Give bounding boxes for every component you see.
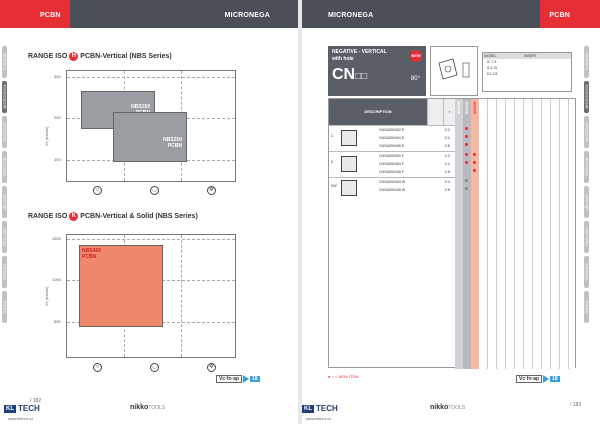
- legend: ● ○ = NEW ITEM: [328, 374, 359, 379]
- empty-grade-cols: [479, 99, 575, 369]
- codes: CNGA090404 W CNGA090408 W: [379, 180, 406, 192]
- side-tab[interactable]: NEGATIVE: [584, 116, 589, 148]
- dims-row: IC 7.9: [487, 60, 497, 64]
- y-tick: 100: [54, 157, 61, 162]
- chart-k: [66, 234, 236, 358]
- cutting-data-link[interactable]: [216, 375, 260, 383]
- header-right-label: PCBN: [549, 12, 570, 19]
- header-left-label: MICRONEGA: [328, 12, 374, 19]
- grid-line: [181, 235, 182, 357]
- radius: 0.2 0.4 0.8: [445, 128, 450, 148]
- box-name: NBS450: [82, 248, 101, 254]
- section-title-k: [28, 212, 198, 221]
- dims-row: D1 3.8: [487, 72, 498, 76]
- tech-text: TECH: [18, 404, 40, 413]
- section-prefix: RANGE ISO: [28, 213, 68, 220]
- iso-h-badge: H: [69, 52, 78, 61]
- cutting-data-link[interactable]: [516, 375, 560, 383]
- codes: CNGA090402 F CNGA090404 F CNGA090408 F: [379, 154, 404, 174]
- side-tab[interactable]: INDEX: [584, 291, 589, 323]
- formula-text: Vc·fn·ap: [216, 375, 242, 383]
- medium-speed-icon: ◡: [151, 187, 158, 193]
- side-tab-active[interactable]: MICRONEGA: [584, 81, 589, 113]
- side-tab[interactable]: POSITIVE: [2, 151, 7, 183]
- product-title-2: with hole: [332, 56, 354, 62]
- y-axis-label: Vc (m/min): [44, 126, 49, 146]
- insert-drawing: [430, 46, 478, 96]
- group-sw: SW CNGA090404 W CNGA090408 W 0.4 0.8: [329, 177, 455, 197]
- right-page: [302, 0, 600, 424]
- insert-diagram-icon: [431, 47, 477, 95]
- box-sub: PCBN: [167, 143, 182, 149]
- grade-col-nbs150: NBS150: [455, 99, 463, 369]
- side-tab[interactable]: SPECIAL: [584, 256, 589, 288]
- insert-icon: [341, 180, 357, 196]
- insert-icon: [341, 156, 357, 172]
- side-tab[interactable]: NEGATIVE: [2, 116, 7, 148]
- page-ref-badge: 18: [552, 376, 558, 382]
- side-tab[interactable]: TURNING: [2, 46, 7, 78]
- description-header: DESCRIPTION: [329, 99, 427, 125]
- codes: CNGA090402 E CNGA090404 E CNGA090408 E: [379, 128, 405, 148]
- nbs450-box: [79, 245, 163, 327]
- y-tick: 300: [54, 74, 61, 79]
- kltech-logo: [4, 404, 40, 413]
- group-s: S CNGA090402 F CNGA090404 F CNGA090408 F 0.2 0.4 0.8: [329, 151, 455, 177]
- right-header-bar: [302, 0, 600, 28]
- section-title-h: [28, 52, 172, 61]
- y-tick: 500: [54, 319, 61, 324]
- grade-col-nbs450: NBS450: [471, 99, 479, 369]
- y-tick: 1500: [52, 236, 61, 241]
- box-name: NBS250: [163, 137, 182, 143]
- kl-mark: KL: [304, 405, 312, 412]
- box-sub: PCBN: [82, 254, 97, 260]
- product-header: [328, 46, 426, 96]
- side-tab[interactable]: DRILLING: [584, 221, 589, 253]
- dims-table: [482, 52, 572, 92]
- y-axis-label: Vc (m/min): [44, 286, 49, 306]
- side-tab[interactable]: MILLING: [584, 186, 589, 218]
- side-tab[interactable]: MILLING: [2, 186, 7, 218]
- website: www.kltech.cz: [306, 416, 332, 421]
- dims-header: INSERT: [524, 54, 537, 58]
- side-tab-active[interactable]: MICRONEGA: [2, 81, 7, 113]
- box-name: NBS150: [131, 104, 150, 110]
- section-title-text: PCBN-Vertical & Solid (NBS Series): [80, 213, 198, 220]
- page-number: / 183: [570, 402, 582, 408]
- y-tick: 200: [54, 115, 61, 120]
- grid-line: [67, 239, 235, 240]
- radius-header: r: [443, 99, 455, 125]
- new-badge: NEW: [410, 50, 422, 62]
- arrow-icon: [243, 375, 249, 383]
- formula-text: Vc·fn·ap: [516, 375, 542, 383]
- side-tab[interactable]: INDEX: [2, 291, 7, 323]
- high-speed-icon: ✲: [208, 187, 215, 193]
- product-code: CN□□: [332, 66, 368, 83]
- chart-h: [66, 70, 236, 182]
- dims-row: S 4.76: [487, 66, 498, 70]
- kl-mark: KL: [6, 405, 14, 412]
- chipbreaker-icon-col: [427, 99, 443, 125]
- page-number: / 182: [30, 398, 42, 404]
- medium-speed-icon: ◡: [151, 364, 158, 370]
- side-tab[interactable]: SPECIAL: [2, 256, 7, 288]
- left-page: [0, 0, 298, 424]
- side-tab[interactable]: DRILLING: [2, 221, 7, 253]
- insert-icon: [341, 130, 357, 146]
- low-speed-icon: ○: [93, 363, 102, 372]
- website: www.kltech.cz: [8, 416, 34, 421]
- product-table: [328, 98, 576, 368]
- side-tab[interactable]: TURNING: [584, 46, 589, 78]
- nikko-logo: nikkoTOOLS: [430, 404, 466, 411]
- angle-label: 80°: [410, 76, 420, 82]
- table-body: [329, 125, 455, 197]
- left-header-bar: [0, 0, 298, 28]
- group-c: C CNGA090402 E CNGA090404 E CNGA090408 E 0.2 0.4 0.8: [329, 125, 455, 151]
- radius: 0.4 0.8: [445, 180, 450, 192]
- high-speed-icon: ✲: [208, 364, 215, 370]
- iso-k-badge: K: [69, 212, 78, 221]
- tech-text: TECH: [316, 404, 338, 413]
- low-speed-icon: ○: [93, 186, 102, 195]
- header-right-label: MICRONEGA: [224, 12, 270, 19]
- side-tabs: [584, 46, 598, 326]
- nbs250-box: [113, 112, 187, 162]
- grade-col-nbs250: NBS250: [463, 99, 471, 369]
- side-tabs: [2, 46, 16, 326]
- nikko-logo: nikkoTOOLS: [130, 404, 166, 411]
- section-prefix: RANGE ISO: [28, 53, 68, 60]
- grid-line: [67, 77, 235, 78]
- y-tick: 1000: [52, 277, 61, 282]
- radius: 0.2 0.4 0.8: [445, 154, 450, 174]
- page-ref-badge: 18: [252, 376, 258, 382]
- dims-header: MODEL: [484, 54, 497, 58]
- section-title-text: PCBN-Vertical (NBS Series): [80, 53, 172, 60]
- product-title-1: NEGATIVE - VERTICAL: [332, 49, 387, 55]
- side-tab[interactable]: POSITIVE: [584, 151, 589, 183]
- arrow-icon: [543, 375, 549, 383]
- header-left-label: PCBN: [40, 12, 61, 19]
- kltech-logo: [302, 404, 338, 413]
